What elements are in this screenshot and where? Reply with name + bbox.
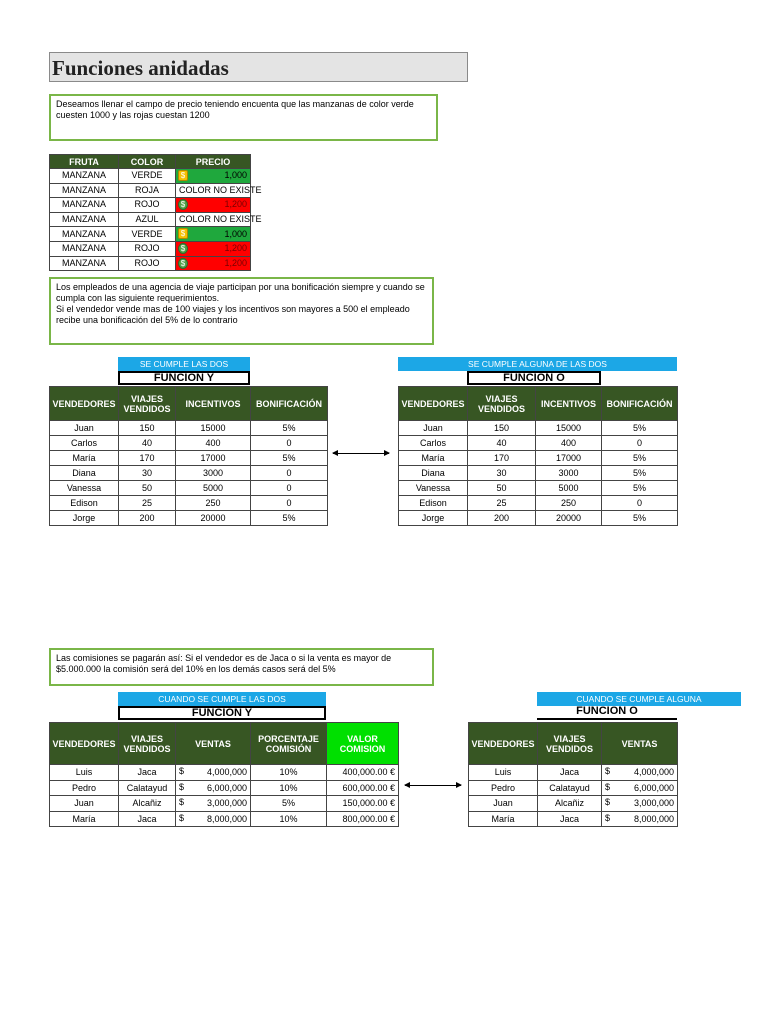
dollar-coin-icon: $ bbox=[178, 243, 188, 254]
cell-precio: COLOR NO EXISTE bbox=[176, 183, 251, 198]
emp-y-header-3: BONIFICACIÓN bbox=[251, 387, 328, 421]
cell-color: VERDE bbox=[119, 169, 176, 184]
com-y-header-1: VIAJES VENDIDOS bbox=[119, 723, 176, 765]
table-cell: 400 bbox=[176, 436, 251, 451]
emp-o-header-2: INCENTIVOS bbox=[536, 387, 602, 421]
page-title: Funciones anidadas bbox=[49, 52, 468, 82]
commission-table-o bbox=[468, 722, 678, 827]
table-cell: 0 bbox=[251, 496, 328, 511]
ventas-value: 4,000,000 bbox=[206, 767, 247, 778]
cell-precio bbox=[176, 198, 251, 213]
table-cell: 40 bbox=[468, 436, 536, 451]
cell-ventas bbox=[602, 811, 678, 827]
table-cell: María bbox=[469, 811, 538, 827]
employees-table-y bbox=[49, 386, 328, 526]
cell-color: ROJO bbox=[119, 256, 176, 271]
table-row bbox=[50, 451, 328, 466]
table-cell: Luis bbox=[50, 765, 119, 781]
dollar-coin-icon: $ bbox=[178, 228, 188, 239]
price-value: 1,200 bbox=[224, 243, 247, 254]
tag-se-cumple-alguna: SE CUMPLE ALGUNA DE LAS DOS bbox=[398, 357, 677, 371]
table-row bbox=[469, 765, 678, 781]
cell-color: VERDE bbox=[119, 227, 176, 242]
table-row bbox=[50, 169, 251, 184]
table-row bbox=[50, 811, 399, 827]
table-row bbox=[399, 466, 678, 481]
emp-y-header-2: INCENTIVOS bbox=[176, 387, 251, 421]
table-row bbox=[469, 780, 678, 796]
table-cell: 20000 bbox=[176, 511, 251, 526]
table-cell: 25 bbox=[468, 496, 536, 511]
note-apple-prices: Deseamos llenar el campo de precio teniendo encuenta que las manzanas de color verde cuesten 1000 y las rojas cuestan 1200 bbox=[49, 94, 438, 141]
emp-o-header-3: BONIFICACIÓN bbox=[602, 387, 678, 421]
table-cell: Pedro bbox=[469, 780, 538, 796]
table-cell: Alcañiz bbox=[538, 796, 602, 812]
com-o-header-1: VIAJES VENDIDOS bbox=[538, 723, 602, 765]
table-cell: 5% bbox=[602, 481, 678, 496]
table-row bbox=[50, 481, 328, 496]
table-cell: Edison bbox=[399, 496, 468, 511]
table-cell: Alcañiz bbox=[119, 796, 176, 812]
table-cell: 17000 bbox=[536, 451, 602, 466]
ventas-value: 3,000,000 bbox=[633, 798, 674, 809]
table-row bbox=[469, 811, 678, 827]
ventas-value: 6,000,000 bbox=[206, 782, 247, 793]
table-cell: Juan bbox=[399, 421, 468, 436]
table-cell: Carlos bbox=[399, 436, 468, 451]
table-cell: 200 bbox=[468, 511, 536, 526]
table-cell: Carlos bbox=[50, 436, 119, 451]
table-cell: 0 bbox=[251, 466, 328, 481]
table-row bbox=[469, 796, 678, 812]
table-cell: Vanessa bbox=[50, 481, 119, 496]
table-cell: 3000 bbox=[536, 466, 602, 481]
double-arrow-icon bbox=[405, 785, 461, 786]
table-cell: 150 bbox=[119, 421, 176, 436]
table-cell: 250 bbox=[176, 496, 251, 511]
note-bonus-rules: Los empleados de una agencia de viaje participan por una bonificación siempre y cuando se cumpla con las siguiente requerimientos. Si el vendedor vende mas de 100 viajes y los incentivos son mayores a 500 el empleado recibe una bonificación del 5% de lo contrario bbox=[49, 277, 434, 345]
table-cell: Juan bbox=[50, 796, 119, 812]
currency-symbol: $ bbox=[605, 781, 611, 792]
table-cell: 17000 bbox=[176, 451, 251, 466]
double-arrow-icon bbox=[333, 453, 389, 454]
cell-color: ROJA bbox=[119, 183, 176, 198]
table-cell: 25 bbox=[119, 496, 176, 511]
table-cell: 50 bbox=[119, 481, 176, 496]
table-cell: Diana bbox=[399, 466, 468, 481]
cell-ventas bbox=[176, 796, 251, 812]
table-cell: 5000 bbox=[536, 481, 602, 496]
table-cell: Jaca bbox=[119, 811, 176, 827]
table-cell: 5% bbox=[251, 796, 327, 812]
cell-ventas bbox=[176, 780, 251, 796]
table-cell: 150 bbox=[468, 421, 536, 436]
cell-precio bbox=[176, 227, 251, 242]
table-row bbox=[50, 511, 328, 526]
com-y-header-4: VALOR COMISION bbox=[327, 723, 399, 765]
table-cell: 30 bbox=[468, 466, 536, 481]
table-row bbox=[399, 436, 678, 451]
table-row bbox=[50, 765, 399, 781]
ventas-value: 3,000,000 bbox=[206, 798, 247, 809]
table-cell: María bbox=[50, 811, 119, 827]
table-cell: 250 bbox=[536, 496, 602, 511]
table-cell: 5% bbox=[602, 511, 678, 526]
ventas-value: 8,000,000 bbox=[206, 813, 247, 824]
tag-cuando-se-cumple-alguna: CUANDO SE CUMPLE ALGUNA bbox=[537, 692, 741, 706]
com-y-header-2: VENTAS bbox=[176, 723, 251, 765]
table-cell: 50 bbox=[468, 481, 536, 496]
table-cell: 5000 bbox=[176, 481, 251, 496]
table-cell: Diana bbox=[50, 466, 119, 481]
table-cell: 30 bbox=[119, 466, 176, 481]
price-value: 1,000 bbox=[224, 170, 247, 181]
table-cell: Pedro bbox=[50, 780, 119, 796]
table-cell: Jorge bbox=[399, 511, 468, 526]
table-cell: María bbox=[399, 451, 468, 466]
table-cell: María bbox=[50, 451, 119, 466]
cell-color: ROJO bbox=[119, 241, 176, 256]
dollar-coin-icon: $ bbox=[178, 170, 188, 181]
table-cell: Jorge bbox=[50, 511, 119, 526]
com-o-header-2: VENTAS bbox=[602, 723, 678, 765]
table-cell: 0 bbox=[251, 481, 328, 496]
currency-symbol: $ bbox=[605, 797, 611, 807]
table-cell: 150,000.00 € bbox=[327, 796, 399, 812]
commission-table-y bbox=[49, 722, 399, 827]
table-cell: 600,000.00 € bbox=[327, 780, 399, 796]
table-row bbox=[399, 496, 678, 511]
note-commission-rules: Las comisiones se pagarán así: Si el vendedor es de Jaca o si la venta es mayor de $5.000.000 la comisión será del 10% en los demás casos será del 5% bbox=[49, 648, 434, 686]
currency-symbol: $ bbox=[179, 797, 185, 807]
table-cell: 5% bbox=[602, 451, 678, 466]
table-cell: 5% bbox=[602, 466, 678, 481]
table-row bbox=[50, 227, 251, 242]
table-row bbox=[50, 796, 399, 812]
table-cell: Edison bbox=[50, 496, 119, 511]
cell-ventas bbox=[602, 796, 678, 812]
table-cell: 800,000.00 € bbox=[327, 811, 399, 827]
com-y-header-3: PORCENTAJE COMISIÓN bbox=[251, 723, 327, 765]
cell-precio bbox=[176, 241, 251, 256]
table-cell: Jaca bbox=[119, 765, 176, 781]
table-cell: 170 bbox=[468, 451, 536, 466]
table-cell: 15000 bbox=[176, 421, 251, 436]
fruit-price-table bbox=[49, 154, 262, 271]
table-row bbox=[50, 256, 251, 271]
label-funcion-o-commission: FUNCION O bbox=[537, 706, 677, 720]
cell-precio bbox=[176, 169, 251, 184]
table-row bbox=[399, 421, 678, 436]
table-cell: Juan bbox=[50, 421, 119, 436]
cell-precio: COLOR NO EXISTE bbox=[176, 212, 251, 227]
cell-fruta: MANZANA bbox=[50, 183, 119, 198]
table-cell: 170 bbox=[119, 451, 176, 466]
cell-fruta: MANZANA bbox=[50, 227, 119, 242]
table-cell: 0 bbox=[602, 496, 678, 511]
com-o-header-0: VENDEDORES bbox=[469, 723, 538, 765]
table-cell: Calatayud bbox=[119, 780, 176, 796]
header-color: COLOR bbox=[119, 155, 176, 169]
table-cell: 400 bbox=[536, 436, 602, 451]
table-row bbox=[50, 780, 399, 796]
table-cell: Calatayud bbox=[538, 780, 602, 796]
cell-precio bbox=[176, 256, 251, 271]
cell-fruta: MANZANA bbox=[50, 212, 119, 227]
table-cell: 200 bbox=[119, 511, 176, 526]
tag-se-cumple-las-dos: SE CUMPLE LAS DOS bbox=[118, 357, 250, 371]
emp-y-header-1: VIAJES VENDIDOS bbox=[119, 387, 176, 421]
table-cell: 40 bbox=[119, 436, 176, 451]
table-row bbox=[399, 511, 678, 526]
header-precio: PRECIO bbox=[176, 155, 251, 169]
dollar-coin-icon: $ bbox=[178, 258, 188, 269]
currency-symbol: $ bbox=[605, 766, 611, 776]
ventas-value: 8,000,000 bbox=[633, 813, 674, 824]
table-cell: 10% bbox=[251, 765, 327, 781]
cell-fruta: MANZANA bbox=[50, 241, 119, 256]
header-fruta: FRUTA bbox=[50, 155, 119, 169]
emp-o-header-0: VENDEDORES bbox=[399, 387, 468, 421]
table-row bbox=[50, 212, 251, 227]
ventas-value: 4,000,000 bbox=[633, 767, 674, 778]
currency-symbol: $ bbox=[179, 781, 185, 792]
ventas-value: 6,000,000 bbox=[633, 782, 674, 793]
label-funcion-y-commission: FUNCION Y bbox=[118, 706, 326, 720]
cell-ventas bbox=[602, 765, 678, 781]
cell-ventas bbox=[176, 811, 251, 827]
table-row bbox=[50, 496, 328, 511]
table-cell: 5% bbox=[251, 421, 328, 436]
currency-symbol: $ bbox=[605, 812, 611, 823]
cell-fruta: MANZANA bbox=[50, 198, 119, 213]
tag-cuando-se-cumple-las-dos: CUANDO SE CUMPLE LAS DOS bbox=[118, 692, 326, 706]
table-row bbox=[50, 183, 251, 198]
table-row bbox=[50, 436, 328, 451]
table-cell: 0 bbox=[602, 436, 678, 451]
cell-ventas bbox=[602, 780, 678, 796]
table-cell: 0 bbox=[251, 436, 328, 451]
table-cell: Luis bbox=[469, 765, 538, 781]
table-cell: Juan bbox=[469, 796, 538, 812]
price-value: 1,000 bbox=[224, 228, 247, 239]
table-row bbox=[399, 451, 678, 466]
label-funcion-y: FUNCION Y bbox=[118, 371, 250, 385]
table-cell: 15000 bbox=[536, 421, 602, 436]
dollar-coin-icon: $ bbox=[178, 199, 188, 210]
table-row bbox=[50, 421, 328, 436]
emp-o-header-1: VIAJES VENDIDOS bbox=[468, 387, 536, 421]
currency-symbol: $ bbox=[179, 766, 185, 776]
table-cell: 3000 bbox=[176, 466, 251, 481]
currency-symbol: $ bbox=[179, 812, 185, 823]
cell-color: ROJO bbox=[119, 198, 176, 213]
table-cell: 5% bbox=[251, 511, 328, 526]
table-cell: 10% bbox=[251, 780, 327, 796]
cell-color: AZUL bbox=[119, 212, 176, 227]
com-y-header-0: VENDEDORES bbox=[50, 723, 119, 765]
table-row bbox=[50, 241, 251, 256]
employees-table-o bbox=[398, 386, 678, 526]
table-row bbox=[50, 466, 328, 481]
table-cell: 5% bbox=[602, 421, 678, 436]
table-row bbox=[399, 481, 678, 496]
table-cell: Vanessa bbox=[399, 481, 468, 496]
price-value: 1,200 bbox=[224, 257, 247, 268]
table-cell: Jaca bbox=[538, 811, 602, 827]
table-cell: 20000 bbox=[536, 511, 602, 526]
cell-fruta: MANZANA bbox=[50, 169, 119, 184]
label-funcion-o: FUNCION O bbox=[467, 371, 601, 385]
emp-y-header-0: VENDEDORES bbox=[50, 387, 119, 421]
table-cell: 400,000.00 € bbox=[327, 765, 399, 781]
table-cell: 10% bbox=[251, 811, 327, 827]
cell-ventas bbox=[176, 765, 251, 781]
cell-fruta: MANZANA bbox=[50, 256, 119, 271]
price-value: 1,200 bbox=[224, 199, 247, 210]
table-row bbox=[50, 198, 251, 213]
table-cell: 5% bbox=[251, 451, 328, 466]
table-cell: Jaca bbox=[538, 765, 602, 781]
